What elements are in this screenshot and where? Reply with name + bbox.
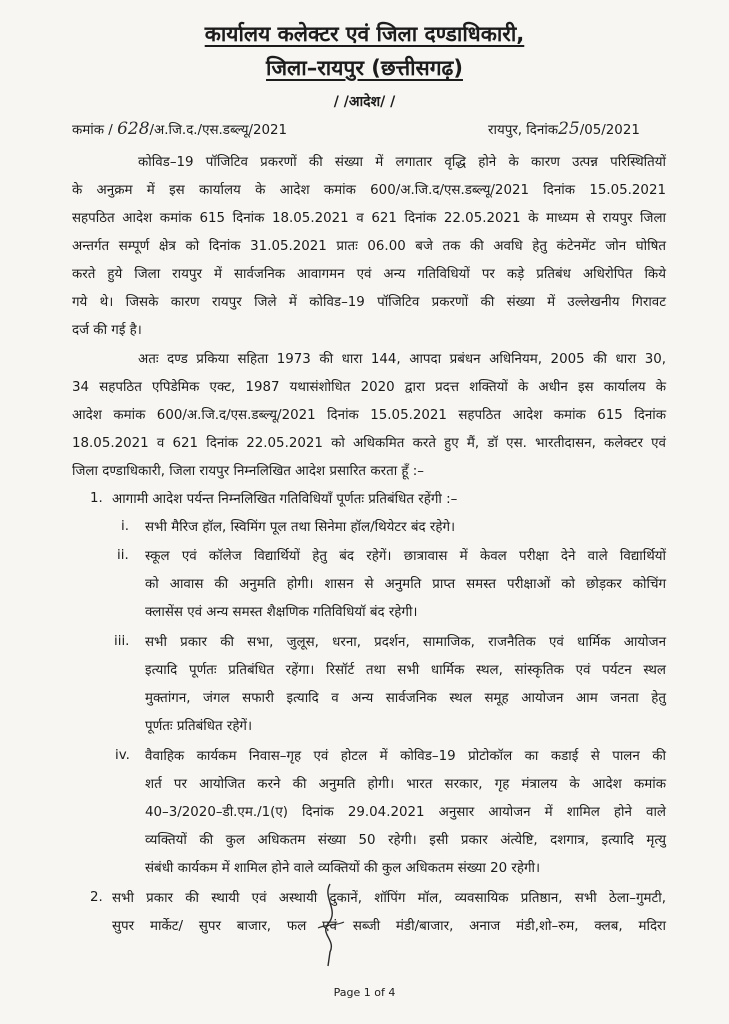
order-date-suffix: /05/2021	[579, 123, 640, 138]
order-date-line	[488, 120, 640, 140]
order-day-handwritten: 25	[558, 119, 580, 139]
subitem-line: स्कूल एवं कॉलेज विद्यार्थियों हेतु बंद रहेगें। छात्रावास में केवल परीक्षा देने वाले विद्यार्थियों	[145, 549, 666, 564]
subitem-line: व्यक्तियों की कुल अधिकतम संख्या 50 रहेगी। इसी प्रकार अंत्येष्टि, दशगात्र, इत्यादि मृत्यु	[145, 833, 666, 848]
subitem-numeral: i.	[121, 519, 129, 534]
para2-line: जिला दण्डाधिकारी, जिला रायपुर निम्नलिखित आदेश प्रसारित करता हूँ :–	[72, 464, 425, 479]
para1-line: के अनुक्रम में इस कार्यालय के आदेश कमांक 600/अ.जि.द/एस.डब्ल्यू/2021 दिनांक 15.05.2021	[72, 183, 666, 198]
para1-line: कोविड–19 पॉजिटिव प्रकरणों की संख्या में लगातार वृद्धि होने के कारण उत्पन्न परिस्थितियों	[138, 155, 666, 170]
para2-line: आदेश कमांक 600/अ.जि.द/एस.डब्ल्यू/2021 दिनांक 15.05.2021 सहपठित आदेश कमांक 615 दिनांक	[72, 408, 666, 423]
para1-line: गये थे। जिसके कारण रायपुर जिले में कोविड–19 पॉजिटिव प्रकरणों की संख्या में उल्लेखनीय गिरावट	[72, 295, 666, 310]
subitem-line: सभी प्रकार की सभा, जुलूस, धरना, प्रदर्शन, सामाजिक, राजनैतिक एवं धार्मिक आयोजन	[145, 635, 666, 650]
para2-line: 34 सहपठित एपिडेमिक एक्ट, 1987 यथासंशोधित 2020 द्वारा प्रदत्त शक्तियों के अधीन इस कार्यालय के	[72, 380, 666, 395]
subitem-line: मुक्तांगन, जंगल सफारी इत्यादि व अन्य सार्वजनिक स्थल समूह आयोजन आम जनता हेतु	[145, 691, 666, 706]
para1-line: करते हुये जिला रायपुर में सार्वजनिक आवागमन एवं अन्य गतिविधियों पर कड़े प्रतिबंध अधिरोपित किये	[72, 267, 666, 282]
subitem-line: शर्त पर आयोजित करने की अनुमति होगी। भारत सरकार, गृह मंत्रालय के आदेश कमांक	[145, 777, 666, 792]
pen-scribble-mark	[300, 880, 360, 970]
item2-line: सभी प्रकार की स्थायी एवं अस्थायी दुकानें, शॉपिंग मॉल, व्यवसायिक प्रतिष्ठान, सभी ठेला–गुमटी,	[112, 891, 666, 906]
order-number-suffix: /अ.जि.द./एस.डब्ल्यू/2021	[149, 123, 288, 138]
para2-line: अतः दण्ड प्रकिया सहिता 1973 की धारा 144, आपदा प्रबंधन अधिनियम, 2005 की धारा 30,	[138, 352, 666, 367]
para1-line: सहपठित आदेश कमांक 615 दिनांक 18.05.2021 व 621 दिनांक 22.05.2021 के माध्यम से रायपुर जिला	[72, 211, 666, 226]
page-number: Page 1 of 4	[333, 986, 396, 999]
item1-number: 1.	[90, 491, 103, 506]
subitem-line: सभी मैरिज हॉल, स्विमिंग पूल तथा सिनेमा हॉल/थियेटर बंद रहेगे।	[145, 520, 456, 535]
subitem-numeral: iii.	[114, 634, 130, 649]
item1-text: आगामी आदेश पर्यन्त निम्नलिखित गतिविधियाँ पूर्णतः प्रतिबंधित रहेंगी :–	[112, 492, 458, 507]
para1-line: अन्तर्गत सम्पूर्ण क्षेत्र को दिनांक 31.05.2021 प्रातः 06.00 बजे तक की अवधि हेतु कंटेनमेंट जोन घोषित	[72, 239, 666, 254]
subitem-line: वैवाहिक कार्यकम निवास–गृह एवं होटल में कोविड–19 प्रोटोकॉल का कडाई से पालन की	[145, 749, 666, 764]
office-title: कार्यालय कलेक्टर एवं जिला दण्डाधिकारी,	[204, 22, 525, 46]
order-heading: / /आदेश/ /	[333, 94, 396, 110]
item2-number: 2.	[90, 890, 103, 905]
order-number-line	[72, 120, 287, 140]
subitem-line: इत्यादि पूर्णतः प्रतिबंधित रहेंगा। रिसॉर्ट तथा सभी धार्मिक स्थल, सांस्कृतिक एवं पर्यटन स्थल	[145, 663, 666, 678]
order-date-prefix: रायपुर, दिनांक	[488, 123, 559, 138]
subitem-line: 40–3/2020–डी.एम./1(ए) दिनांक 29.04.2021 अनुसार आयोजन में शामिल होने वाले	[145, 805, 666, 820]
subitem-line: संबंधी कार्यकम में शामिल होने वाले व्यक्तियों की कुल अधिकतम संख्या 20 रहेगी।	[145, 861, 541, 876]
para2-line: 18.05.2021 व 621 दिनांक 22.05.2021 को अधिकमित करते हुए मैं, डॉ एस. भारतीदासन, कलेक्टर एवं	[72, 436, 666, 451]
para1-line: दर्ज की गई है।	[72, 323, 142, 338]
item2-line: सुपर मार्केट/ सुपर बाजार, फल एवं सब्जी मंडी/बाजार, अनाज मंडी,शो–रुम, क्लब, मदिरा	[112, 919, 666, 934]
subitem-numeral: iv.	[115, 748, 130, 763]
office-location: जिला–रायपुर (छत्तीसगढ़)	[266, 56, 463, 80]
subitem-line: पूर्णतः प्रतिबंधित रहेगें।	[145, 719, 253, 734]
subitem-line: क्लासेंस एवं अन्य समस्त शैक्षणिक गतिविधियॉ बंद रहेगी।	[145, 605, 418, 620]
subitem-line: को आवास की अनुमति होगी। शासन से अनुमति प्राप्त समस्त परीक्षाओं को छोड़कर कोचिंग	[145, 577, 666, 592]
subitem-numeral: ii.	[117, 548, 129, 563]
order-number-handwritten: 628	[117, 119, 150, 139]
order-number-prefix: कमांक /	[72, 123, 113, 138]
